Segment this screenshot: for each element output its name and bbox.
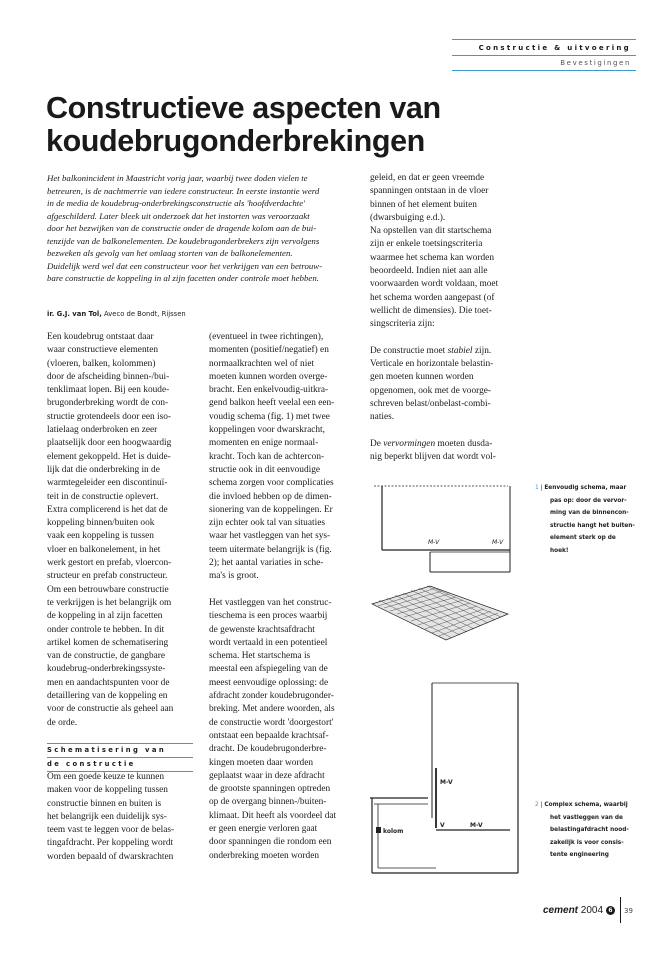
fig2-caption-line bbox=[535, 824, 635, 837]
body-text-line: vaak een koppeling is tussen bbox=[47, 531, 154, 542]
body-text-line: voorwaarden wordt voldaan, moet bbox=[370, 279, 499, 290]
body-text-line: voudig schema (fig. 1) met twee bbox=[209, 411, 330, 422]
paragraph-gap bbox=[209, 584, 359, 597]
body-text-line: opgenomen, ook met de voorge- bbox=[370, 385, 492, 396]
section-label: Constructie & uitvoering bbox=[478, 44, 631, 52]
paragraph-gap bbox=[370, 425, 520, 438]
body-text-line: onder controle te hebben. In dit bbox=[47, 624, 165, 635]
figure-1-caption bbox=[535, 482, 635, 558]
lead-paragraph bbox=[47, 172, 359, 285]
fig2-caption-line: Complex schema, waarbij bbox=[544, 802, 628, 808]
body-text-line: afdracht zonder koudebrugonder- bbox=[209, 691, 334, 702]
fig2-caption-line bbox=[535, 849, 635, 862]
body-text-line: vloer en balkonelement, in het bbox=[47, 544, 161, 555]
body-text-line: (eventueel in twee richtingen), bbox=[209, 332, 324, 342]
subheading-rule-top bbox=[47, 743, 193, 744]
fig2-caption-text: zakelijk is voor consis- bbox=[550, 839, 624, 846]
fig1-caption-line bbox=[535, 532, 635, 545]
body-text-line: de constructie wordt 'doorgestort' bbox=[209, 717, 334, 728]
body-text-line: binnen of het element buiten bbox=[370, 199, 477, 210]
issue-badge: 6 bbox=[606, 906, 615, 915]
figure-1-diagram bbox=[374, 486, 510, 572]
body-text-line: teem uitermate belangrijk is (fig. bbox=[209, 544, 332, 555]
body-text-line: Om een goede keuze te kunnen bbox=[47, 772, 165, 782]
body-text-line: het belangrijk een duidelijk sys- bbox=[47, 811, 167, 822]
body-text-line: kracht. Toch kan de achtercon- bbox=[209, 451, 325, 462]
fig1-caption-text: structie hangt het buiten- bbox=[550, 522, 635, 529]
fig2-number: 2 bbox=[535, 802, 539, 808]
fig2-label-mv-upper: M-V bbox=[440, 779, 453, 786]
body-text-line: zijn er enkele toetsingscriteria bbox=[370, 239, 483, 250]
figure-1-deformation-mesh bbox=[372, 586, 508, 640]
body-text-line: Het vastleggen van het construc- bbox=[209, 597, 332, 608]
figure-diagrams bbox=[370, 478, 530, 878]
body-text-line: voor de constructie als geheel aan bbox=[47, 704, 174, 715]
body-text-line: meestal een afspiegeling van de bbox=[209, 664, 328, 675]
body-text-line: latielaag onderbroken en zeer bbox=[47, 425, 158, 436]
fig2-caption-first-line: 2 | Complex schema, waarbij bbox=[535, 802, 628, 808]
body-text-line: gend balkon heeft veelal een een- bbox=[209, 398, 335, 409]
fig2-caption-line bbox=[535, 812, 635, 825]
body-text-line: van de constructie, de gangbare bbox=[47, 651, 166, 662]
fig1-caption-text: element sterk op de bbox=[550, 535, 616, 542]
body-text-line: naties. bbox=[370, 412, 395, 423]
author-name: ir. G.J. van Tol, bbox=[47, 310, 102, 318]
lead-line: tenzijde van de balkonelementen. De koudebrugonderbrekers zijn vervolgens bbox=[47, 235, 320, 246]
magazine-name: cement bbox=[543, 905, 579, 916]
body-text-line: structie ook in dit eenvoudige bbox=[209, 464, 321, 475]
body-text-line: nig beperkt blijven dat wordt vol- bbox=[370, 452, 496, 463]
body-text-line: waar constructieve elementen bbox=[47, 345, 159, 356]
body-text-line: gen moeten kunnen worden bbox=[370, 372, 474, 383]
body-text-line: spanningen ontstaan in de vloer bbox=[370, 186, 489, 197]
body-text-line: wordt vertaald in een potentieel bbox=[209, 637, 328, 648]
body-text-line: te verkrijgen is het belangrijk om bbox=[47, 597, 172, 608]
body-text-line: warmtegeleider een discontinuï- bbox=[47, 478, 168, 489]
body-text-line: artikel komen de schematisering bbox=[47, 637, 169, 648]
body-text-line: door spanningen die rondom een bbox=[209, 837, 332, 848]
body-text-line: dracht. De koudebrugonderbre- bbox=[209, 744, 327, 755]
body-text-line: normaalkrachten wel of niet bbox=[209, 358, 315, 369]
fig2-caption-line bbox=[535, 837, 635, 850]
emphasis: stabiel bbox=[447, 345, 473, 356]
author-affiliation: Aveco de Bondt, Rijssen bbox=[104, 310, 186, 318]
body-text-line: schema zorgen voor complicaties bbox=[209, 478, 334, 489]
body-text-line: werk gestort en prefab, vloercon- bbox=[47, 558, 172, 569]
body-text-line: bracht. Een enkelvoudig-uitkra- bbox=[209, 385, 329, 396]
body-text-line: momenten en enige normaal- bbox=[209, 438, 319, 449]
body-text-line: kingen moeten daar worden bbox=[209, 757, 314, 768]
lead-line: betreuren, is de nachtmerrie van iedere constructeur. In eerste instantie werd bbox=[47, 185, 320, 196]
fig1-caption-line bbox=[535, 520, 635, 533]
body-text-line: breking. Met andere woorden, als bbox=[209, 704, 335, 715]
body-text-line: sionering van de koppelingen. Er bbox=[209, 504, 333, 515]
fig2-caption-text: het vastleggen van de bbox=[550, 814, 623, 821]
body-column-1-continued bbox=[47, 771, 197, 864]
fig2-caption-text: belastingafdracht nood- bbox=[550, 827, 629, 834]
body-text-line: schreven belast/onbelast-combi- bbox=[370, 399, 491, 410]
body-text-line: zijn echter ook tal van situaties bbox=[209, 518, 325, 529]
lead-line: door het bezwijken van de constructie onder de dragende kolom aan de bui- bbox=[47, 223, 317, 234]
body-text-line: beoordeeld. Indien niet aan alle bbox=[370, 266, 488, 277]
header-rule-middle bbox=[452, 55, 636, 56]
title-line-2: koudebrugonderbrekingen bbox=[46, 124, 425, 158]
body-text-line: die invloed hebben op de dimen- bbox=[209, 491, 332, 502]
author-line bbox=[47, 310, 186, 318]
body-text-line: Om een betrouwbare constructie bbox=[47, 584, 169, 595]
body-text-line: maken voor de koppeling tussen bbox=[47, 785, 168, 796]
body-text-line: tieschema is een proces waarbij bbox=[209, 611, 328, 622]
fig1-caption-text: hoek! bbox=[550, 547, 569, 554]
body-text-line: De constructie moet stabiel zijn. bbox=[370, 345, 492, 356]
lead-line: bare constructie de koppeling in al zijn facetten onder controle moet hebben. bbox=[47, 273, 319, 284]
body-text-line: men en aandachtspunten voor de bbox=[47, 677, 170, 688]
fig2-label-mv-lower: M-V bbox=[470, 822, 483, 829]
body-text-line: Een koudebrug ontstaat daar bbox=[47, 332, 154, 342]
fig1-caption-first-line: 1 | Eenvoudig schema, maar bbox=[535, 485, 627, 491]
body-text-line: De vervormingen moeten dusda- bbox=[370, 438, 493, 449]
emphasis: vervormingen bbox=[383, 438, 436, 449]
header-rule-top bbox=[452, 39, 636, 40]
figure-2-diagram bbox=[370, 683, 518, 873]
lead-line: Het balkonincident in Maastricht vorig jaar, waarbij twee doden vielen te bbox=[47, 173, 308, 183]
body-text-line: 2); het aantal variaties in sche- bbox=[209, 558, 324, 569]
fig2-label-kolom: kolom bbox=[383, 828, 404, 835]
title-line-1: Constructieve aspecten van bbox=[46, 91, 441, 125]
subheading-line-1: Schematisering van bbox=[47, 746, 167, 754]
body-text-line: de koppeling in al zijn facetten bbox=[47, 611, 163, 622]
body-text-line: detaillering van de koppeling en bbox=[47, 691, 168, 702]
body-text-line: koppelingen voor dwarskracht, bbox=[209, 425, 325, 436]
body-text-line: constructie binnen en buiten is bbox=[47, 798, 162, 809]
fig1-caption-line bbox=[535, 545, 635, 558]
lead-line: afgeschilderd. Later bleek uit onderzoek dat het instorten was veroorzaakt bbox=[47, 210, 310, 221]
body-text-line: teem vast te leggen voor de belas- bbox=[47, 825, 175, 836]
body-text-line: brugonderbreking wordt de con- bbox=[47, 398, 169, 409]
magazine-year: 2004 bbox=[580, 905, 604, 916]
body-text-line: Extra complicerend is het dat de bbox=[47, 504, 168, 515]
fig1-caption-text: pas op: door de vervor- bbox=[550, 497, 627, 504]
body-text-line: singscriteria zijn: bbox=[370, 319, 435, 330]
body-text-line: schema. Het startschema is bbox=[209, 651, 311, 662]
fig1-label-mv-left: M-V bbox=[428, 539, 440, 546]
body-text-line: geleid, en dat er geen vreemde bbox=[370, 173, 485, 183]
fig1-label-mv-right: M-V bbox=[492, 539, 504, 546]
body-text-line: tingafdracht. Per koppeling wordt bbox=[47, 838, 174, 849]
body-text-line: koudebrug-onderbrekingssyste- bbox=[47, 664, 166, 675]
footer-brand bbox=[543, 905, 603, 916]
body-column-2 bbox=[209, 331, 359, 863]
body-text-line: plaatselijk door een hoogwaardig bbox=[47, 438, 172, 449]
body-text-line: (dwarsbuiging e.d.). bbox=[370, 212, 446, 223]
body-text-line: wellicht de dimensies). Die toet- bbox=[370, 305, 492, 316]
body-column-3 bbox=[370, 172, 520, 465]
body-text-line: ontstaat een bepaalde krachtsaf- bbox=[209, 730, 329, 741]
body-text-line: waarmee het schema kan worden bbox=[370, 252, 495, 263]
fig1-number: 1 bbox=[535, 485, 539, 491]
body-text-line: ma's is groot. bbox=[209, 571, 259, 582]
body-text-line: klimaat. Dit heeft als voordeel dat bbox=[209, 810, 337, 821]
body-text-line: lijk dat die onderbreking in de bbox=[47, 464, 160, 475]
body-text-line: worden bepaald of dwarskrachten bbox=[47, 851, 174, 862]
fig2-column-mark bbox=[376, 827, 381, 833]
lead-line: in de media de koudebrug-onderbrekingsconstructie als 'hoofdverdachte' bbox=[47, 198, 306, 209]
body-text-line: waar het vastleggen van het sys- bbox=[209, 531, 331, 542]
figure-2-caption bbox=[535, 799, 635, 862]
lead-line: bezweken als gevolg van het omlaag storten van de balkonelementen. bbox=[47, 248, 293, 259]
fig2-label-v: V bbox=[440, 822, 445, 829]
article-title bbox=[46, 92, 566, 158]
fig1-caption-line bbox=[535, 507, 635, 520]
body-text-line: teit in de constructie oplevert. bbox=[47, 491, 159, 502]
body-text-line: het schema worden aangepast (of bbox=[370, 292, 495, 303]
body-column-1 bbox=[47, 331, 197, 730]
fig1-caption-line: Eenvoudig schema, maar bbox=[544, 485, 627, 491]
body-text-line: (vloeren, balken, kolommen) bbox=[47, 358, 156, 369]
body-text-line: geplaatst waar in deze afdracht bbox=[209, 770, 325, 781]
subheading-line-2: de constructie bbox=[47, 760, 136, 768]
footer-divider bbox=[620, 897, 621, 923]
body-text-line: structeur en prefab constructeur. bbox=[47, 571, 168, 582]
lead-line: Duidelijk werd wel dat een constructeur voor het verkrijgen van een betrouw- bbox=[47, 260, 323, 271]
body-text-line: koppeling binnen/buiten ook bbox=[47, 518, 155, 529]
body-text-line: moeten kunnen worden overge- bbox=[209, 371, 328, 382]
header-rule-bottom bbox=[452, 70, 636, 71]
body-text-line: Na opstellen van dit startschema bbox=[370, 226, 492, 237]
body-text-line: momenten (positief/negatief) en bbox=[209, 345, 329, 356]
body-text-line: de orde. bbox=[47, 717, 78, 728]
body-text-line: onderbreking moeten worden bbox=[209, 850, 320, 861]
fig1-caption-line bbox=[535, 495, 635, 508]
body-text-line: tenklimaat lopen. Bij een koude- bbox=[47, 385, 170, 396]
fig1-caption-text: ming van de binnencon- bbox=[550, 510, 629, 517]
body-text-line: de grootste spanningen optreden bbox=[209, 784, 331, 795]
body-text-line: op de overgang binnen-/buiten- bbox=[209, 797, 327, 808]
page-number: 39 bbox=[624, 907, 633, 915]
body-text-line: door de afscheiding binnen-/bui- bbox=[47, 371, 170, 382]
subheading-rule-middle bbox=[47, 757, 193, 758]
body-text-line: de gewenste krachtsafdracht bbox=[209, 624, 315, 635]
body-text-line: er geen energie verloren gaat bbox=[209, 823, 318, 834]
body-text-line: meest eenvoudige oplossing: de bbox=[209, 677, 329, 688]
body-text-line: Verticale en horizontale belastin- bbox=[370, 359, 494, 370]
body-text-line: structie grotendeels door een iso- bbox=[47, 411, 172, 422]
fig2-caption-text: tente engineering bbox=[550, 852, 609, 859]
paragraph-gap bbox=[370, 332, 520, 345]
body-text-line: element gekoppeld. Het is duide- bbox=[47, 451, 171, 462]
subsection-label: Bevestigingen bbox=[560, 59, 631, 67]
